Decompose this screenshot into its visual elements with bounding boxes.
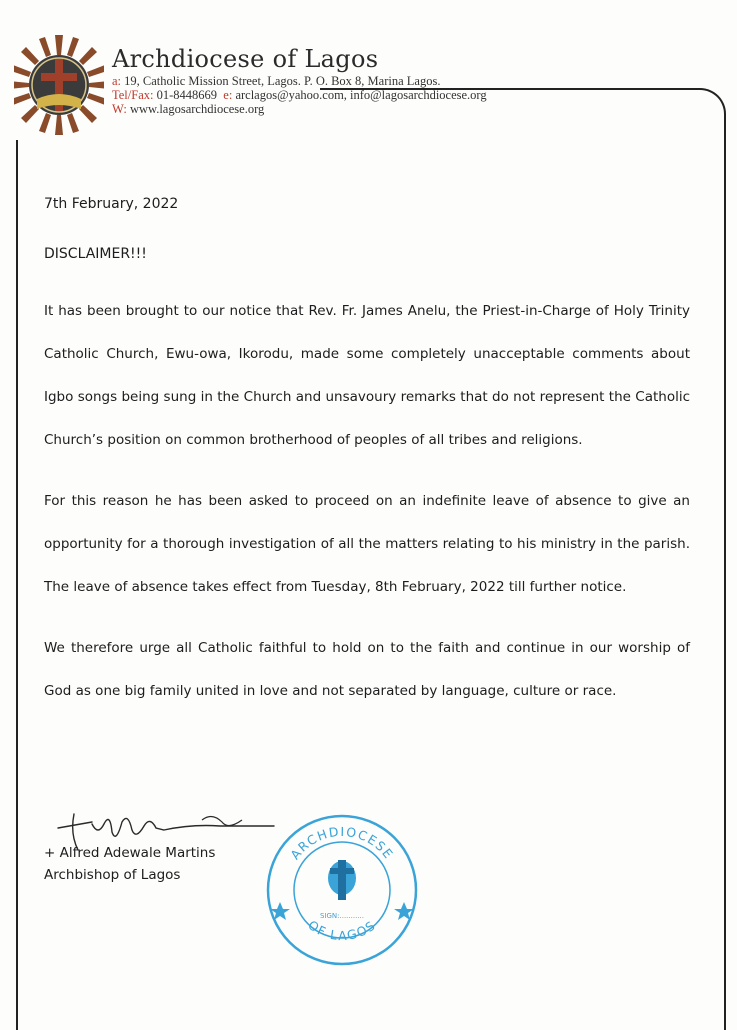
paragraph: We therefore urge all Catholic faithful to hold on to the faith and continue in our worship of God as one big family united in love and not separated by language, culture or race. — [44, 640, 690, 699]
stamp-bottom-text: OF LAGOS — [305, 917, 379, 944]
address-value: 19, Catholic Mission Street, Lagos. P. O. Box 8, Marina Lagos. — [124, 74, 441, 88]
signatory-name: + Alfred Adewale Martins — [44, 845, 216, 861]
telfax-value: 01-8448669 — [156, 88, 218, 102]
stamp-sign-label: SIGN:........... — [319, 912, 365, 920]
org-name: Archdiocese of Lagos — [112, 45, 379, 73]
paragraph: It has been brought to our notice that Rev. Fr. James Anelu, the Priest-in-Charge of Holy Trinity Catholic Church, Ewu-owa, Ikorodu, made some completely unacceptable comments about Igbo songs being sung in the Church and unsavoury remarks that do not represent the Catholic Church’s position on common brotherhood of peoples of all tribes and religions. — [44, 303, 690, 448]
svg-text:OF LAGOS — [305, 917, 378, 943]
letter-heading: DISCLAIMER!!! — [44, 246, 147, 262]
svg-text:ARCHDIOCESE — [287, 824, 397, 862]
email-value: arclagos@yahoo.com, info@lagosarchdiocese.org — [235, 88, 487, 102]
web-line — [112, 102, 487, 116]
web-value: www.lagosarchdiocese.org — [129, 102, 265, 116]
signature-block — [44, 818, 215, 886]
telfax-key: Tel/Fax: — [112, 88, 154, 102]
letterhead — [112, 44, 487, 116]
web-key: W: — [112, 102, 127, 116]
archdiocese-crest-icon — [14, 30, 104, 150]
paragraph: For this reason he has been asked to proceed on an indefinite leave of absence to give an opportunity for a thorough investigation of all the matters relating to his ministry in the parish. The leave of absence takes effect from Tuesday, 8th February, 2022 till further notice. — [44, 493, 690, 595]
signatory-title: Archbishop of Lagos — [44, 867, 181, 883]
archdiocese-stamp-icon — [264, 812, 420, 968]
address-key: a: — [112, 74, 122, 88]
contact-line — [112, 88, 487, 102]
email-key: e: — [223, 88, 233, 102]
address-line — [112, 74, 487, 88]
letter-date: 7th February, 2022 — [44, 196, 179, 212]
letter-body — [44, 196, 690, 731]
stamp-top-text: ARCHDIOCESE — [287, 823, 397, 863]
